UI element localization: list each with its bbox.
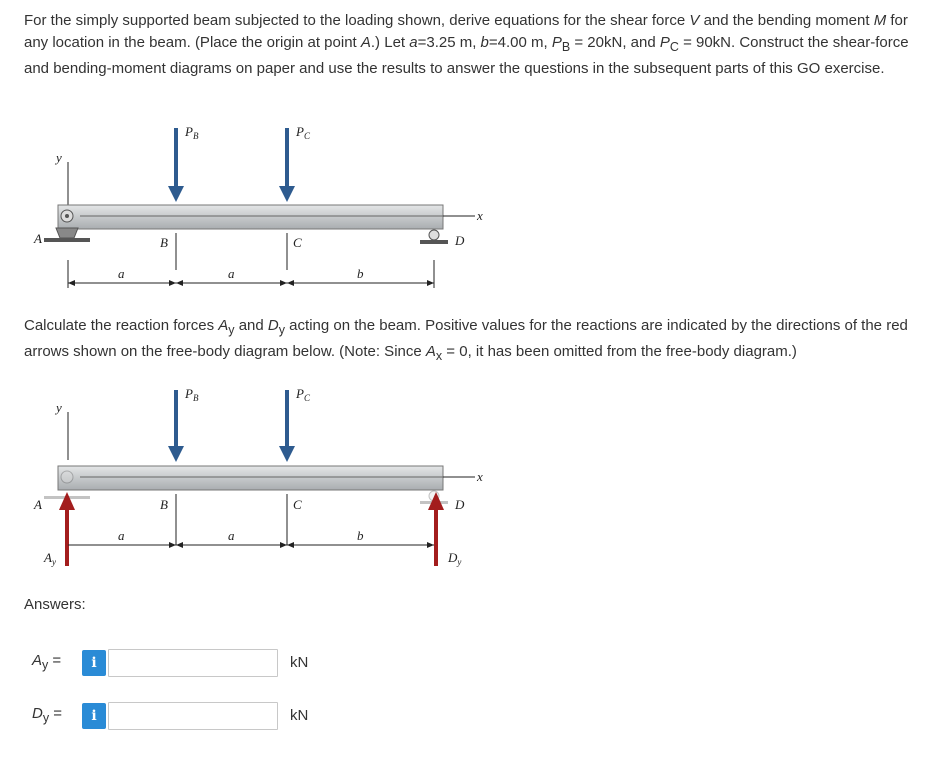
fbd-point-b-label: B (160, 497, 168, 512)
load-pc-label: $P_C$ (296, 124, 310, 141)
fbd-dim-b-label: b (357, 528, 364, 543)
dim-a2-label: a (228, 266, 235, 281)
fbd-load-arrow-pb (168, 390, 184, 462)
fbd-dim-a1-label: a (118, 528, 125, 543)
beam-loading-diagram (0, 110, 951, 300)
point-b-label: B (160, 235, 168, 250)
answer-row-dy (0, 699, 400, 731)
beam (58, 205, 443, 229)
ay-answer-input[interactable] (108, 649, 278, 677)
reaction-ay-label: $A_y$ (44, 550, 56, 567)
fbd-dim-a2-label: a (228, 528, 235, 543)
fbd-load-pc-label: $P_C$ (296, 386, 310, 403)
reaction-instructions: Calculate the reaction forces $A_y$ and $D_y$ acting on the beam. Positive values for the reactions are indicated by the directions of the red arrows shown on the free-body diagram below. (Note: Since $A_x = 0$, it has been omitted from the free-body diagram.) (24, 317, 908, 363)
fbd-beam (58, 466, 443, 490)
load-arrow-pb (168, 128, 184, 202)
reaction-dy-label: $D_y$ (448, 550, 462, 567)
fbd-point-c-label: C (293, 497, 302, 512)
fbd-point-a-label: A (34, 497, 42, 512)
fbd-y-axis-label: y (56, 400, 62, 415)
fbd-load-arrow-pc (279, 390, 295, 462)
answer-row-ay (0, 646, 400, 678)
reaction-arrow-ay (59, 492, 75, 566)
problem-statement: For the simply supported beam subjected to the loading shown, derive equations for the shear force V and the bending moment M for any location in the beam. (Place the origin at point A.) Let a=3.25 m, b=4.00 m, $P_B = 20kN$, and $P_C = 90kN$. Construct the shear-force and bending-moment diagrams on paper and use the results to answer the questions in the subsequent parts of this GO exercise. (24, 12, 909, 77)
dim-b-label: b (357, 266, 364, 281)
free-body-diagram (0, 370, 951, 585)
point-a-label: A (34, 231, 42, 246)
answers-heading: Answers: (24, 596, 86, 613)
info-icon[interactable]: i (82, 650, 106, 676)
dy-answer-input[interactable] (108, 702, 278, 730)
load-pb-label: $P_B$ (185, 124, 199, 141)
dim-a1-label: a (118, 266, 125, 281)
point-d-label: D (455, 233, 465, 248)
load-arrow-pc (279, 128, 295, 202)
x-axis-label: x (477, 208, 483, 223)
fbd-load-pb-label: $P_B$ (185, 386, 199, 403)
answer-dy-label: $D_y$ = (32, 705, 63, 725)
point-c-label: C (293, 235, 302, 250)
answer-ay-unit: kN (290, 654, 309, 671)
y-axis-label: y (56, 150, 62, 165)
answer-ay-label: $A_y$ = (32, 652, 62, 672)
info-icon[interactable]: i (82, 703, 106, 729)
fbd-point-d-label: D (455, 497, 465, 512)
roller-support-d (420, 230, 448, 244)
answer-dy-unit: kN (290, 707, 309, 724)
fbd-x-axis-label: x (477, 469, 483, 484)
